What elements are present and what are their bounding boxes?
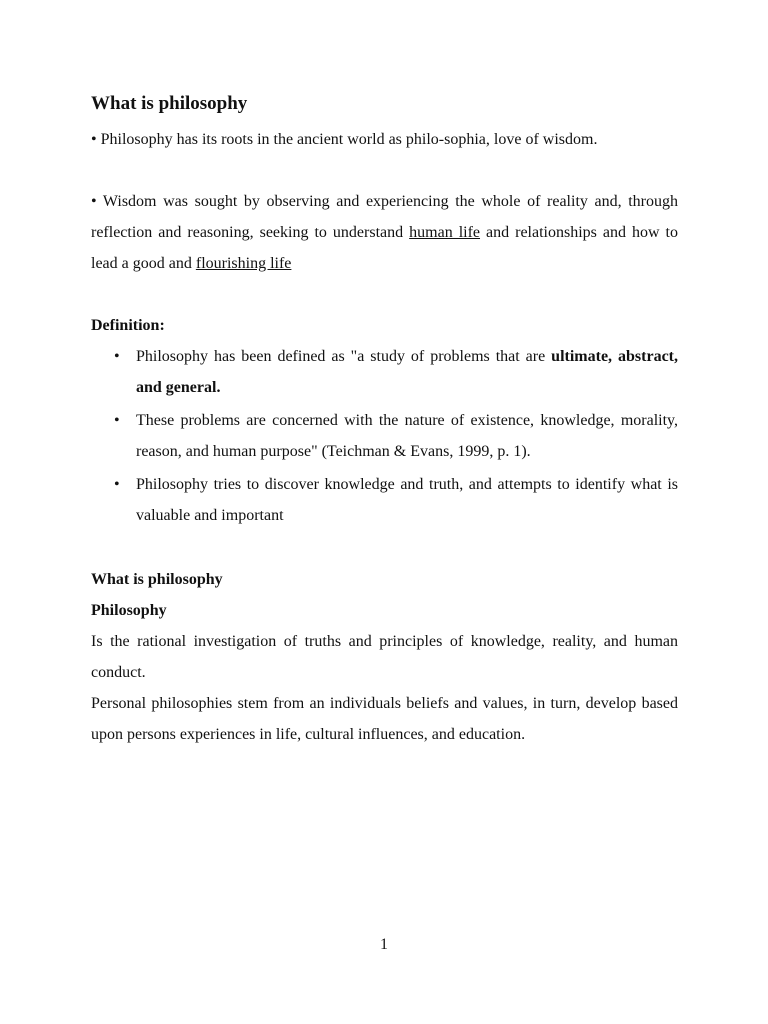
page-content [91, 88, 678, 750]
body-paragraph-2: Personal philosophies stem from an individuals beliefs and values, in turn, develop based upon persons experiences in life, cultural influences, and education. [91, 695, 678, 743]
bullet-3-text: Philosophy tries to discover knowledge and truth, and attempts to identify what is valuable and important [136, 476, 678, 524]
intro-2-text-b: and relationships and how to lead a good and [91, 224, 678, 272]
list-item [136, 341, 678, 403]
list-item [136, 469, 678, 531]
bullet-2-text: These problems are concerned with the nature of existence, knowledge, morality, reason, and human purpose" (Teichman & Evans, 1999, p. 1). [136, 412, 678, 460]
spacer [91, 155, 678, 186]
page-number: 1 [380, 936, 388, 953]
intro-paragraph-2 [91, 186, 678, 279]
section-subheading: Philosophy [91, 602, 167, 619]
list-item [136, 405, 678, 467]
bullet-1-text: Philosophy has been defined as "a study of problems that are [136, 348, 552, 365]
spacer [91, 533, 678, 564]
spacer [91, 279, 678, 310]
flourishing-life-link[interactable]: flourishing life [195, 255, 292, 272]
intro-2-text-a: • Wisdom was sought by observing and experiencing the whole of reality and, through reflection and reasoning, seeking to understand [91, 193, 678, 241]
definition-list [91, 341, 678, 531]
intro-paragraph-1: • Philosophy has its roots in the ancient world as philo-sophia, love of wisdom. [91, 131, 598, 148]
definition-heading: Definition: [91, 317, 165, 334]
bullet-1-bold: ultimate, abstract, and general. [136, 348, 678, 396]
body-paragraph-1: Is the rational investigation of truths and principles of knowledge, reality, and human conduct. [91, 633, 678, 681]
human-life-link[interactable]: human life [409, 224, 481, 241]
section-heading: What is philosophy [91, 571, 223, 588]
page-title: What is philosophy [91, 93, 248, 114]
